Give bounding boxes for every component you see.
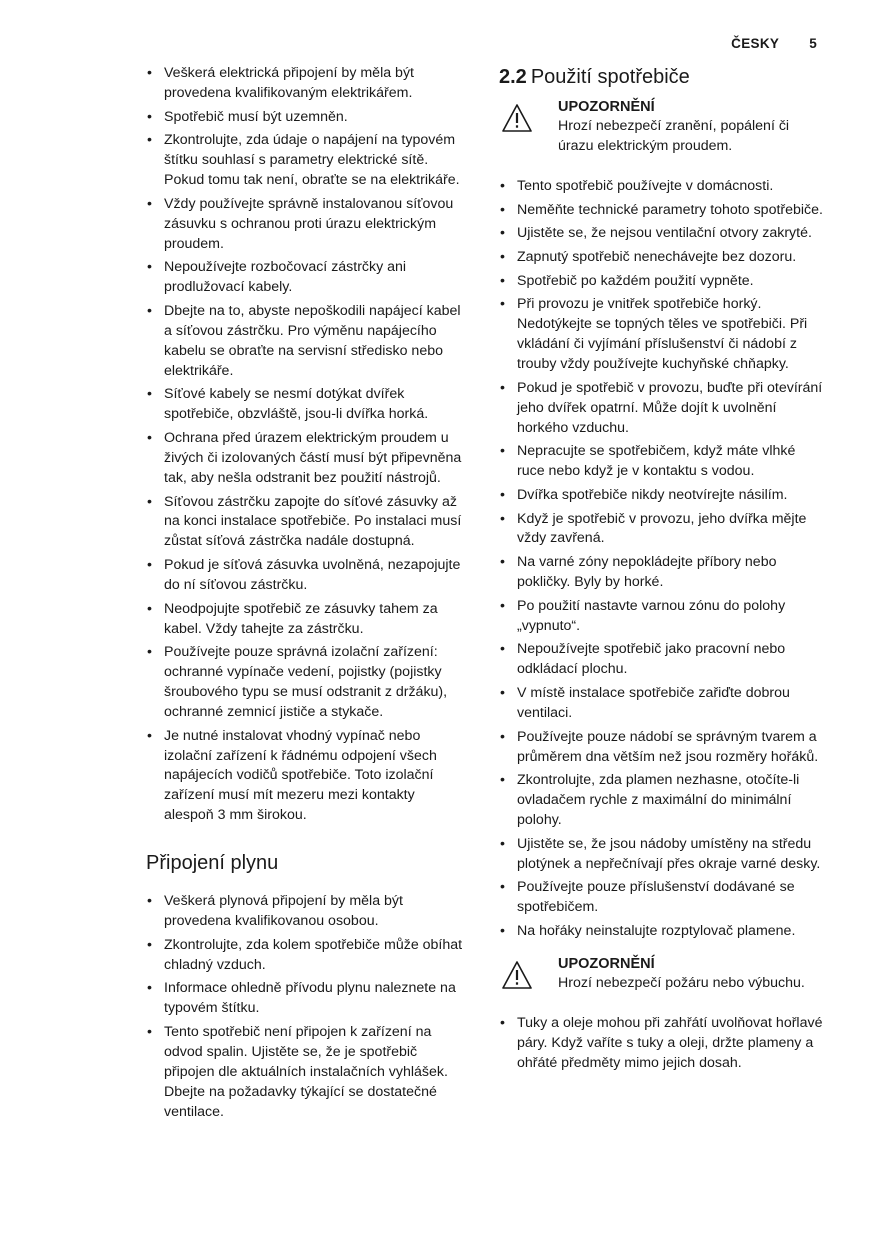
list-item: • Tuky a oleje mohou při zahřátí uvolňovat hořlavé páry. Když vaříte s tuky a oleji, držte plameny a ohřáté předměty mimo jejich dosah. xyxy=(499,1014,823,1074)
fire-safety-list xyxy=(499,1014,823,1074)
list-item: • Veškerá elektrická připojení by měla být provedena kvalifikovaným elektrikářem. xyxy=(146,64,468,104)
list-item: • Veškerá plynová připojení by měla být provedena kvalifikovanou osobou. xyxy=(146,892,468,932)
warning-title: UPOZORNĚNÍ xyxy=(558,955,655,972)
list-item: • Neměňte technické parametry tohoto spotřebiče. xyxy=(499,201,823,221)
warning-box-fire xyxy=(499,954,823,994)
page-header xyxy=(731,36,817,51)
list-item: • Na varné zóny nepokládejte příbory nebo pokličky. Byly by horké. xyxy=(499,553,823,593)
list-item: • Ujistěte se, že jsou nádoby umístěny na středu plotýnek a nepřečnívají přes okraje varné desky. xyxy=(499,835,823,875)
list-item: • Dvířka spotřebiče nikdy neotvírejte násilím. xyxy=(499,486,823,506)
list-item: • Když je spotřebič v provozu, jeho dvířka mějte vždy zavřená. xyxy=(499,510,823,550)
list-item: • Ujistěte se, že nejsou ventilační otvory zakryté. xyxy=(499,224,823,244)
list-item: • Pokud je spotřebič v provozu, buďte při otevírání jeho dvířek opatrní. Může dojít k uvolnění horkého vzduchu. xyxy=(499,379,823,439)
list-item: • Zkontrolujte, zda plamen nezhasne, otočíte-li ovladačem rychle z maximální do minimální polohy. xyxy=(499,771,823,831)
left-column xyxy=(146,64,468,1126)
list-item: • Tento spotřebič používejte v domácnosti. xyxy=(499,177,823,197)
list-item: • V místě instalace spotřebiče zařiďte dobrou ventilaci. xyxy=(499,684,823,724)
list-item: • Používejte pouze nádobí se správným tvarem a průměrem dna větším než jsou rozměry hořáků. xyxy=(499,728,823,768)
list-item: • Při provozu je vnitřek spotřebiče horký. Nedotýkejte se topných těles ve spotřebiči. Při vkládání či vyjímání příslušenství či nádobí z trouby vždy používejte kuchyňské chňapky. xyxy=(499,295,823,375)
list-item: • Síťovou zástrčku zapojte do síťové zásuvky až na konci instalace spotřebiče. Po instalaci musí zůstat síťová zástrčka nadále dostupná. xyxy=(146,493,468,553)
electrical-safety-list xyxy=(146,64,468,826)
list-item: • Nepoužívejte spotřebič jako pracovní nebo odkládací plochu. xyxy=(499,640,823,680)
warning-triangle-icon xyxy=(501,960,533,990)
list-item: • Zkontrolujte, zda kolem spotřebiče může obíhat chladný vzduch. xyxy=(146,936,468,976)
list-item: • Síťové kabely se nesmí dotýkat dvířek spotřebiče, obzvláště, jsou-li dvířka horká. xyxy=(146,385,468,425)
section-heading xyxy=(499,66,823,89)
list-item: • Používejte pouze příslušenství dodávané se spotřebičem. xyxy=(499,878,823,918)
list-item: • Spotřebič musí být uzemněn. xyxy=(146,108,468,128)
list-item: • Neodpojujte spotřebič ze zásuvky tahem za kabel. Vždy tahejte za zástrčku. xyxy=(146,600,468,640)
section-number: 2.2 xyxy=(499,66,527,88)
list-item: • Nepracujte se spotřebičem, když máte vlhké ruce nebo když je v kontaktu s vodou. xyxy=(499,442,823,482)
language-label: ČESKY xyxy=(731,36,780,51)
list-item: • Na hořáky neinstalujte rozptylovač plamene. xyxy=(499,922,823,942)
list-item: • Vždy používejte správně instalovanou síťovou zásuvku s ochranou proti úrazu elektrickým proudem. xyxy=(146,195,468,255)
warning-triangle-icon xyxy=(501,103,533,133)
list-item: • Zkontrolujte, zda údaje o napájení na typovém štítku souhlasí s parametry elektrické sítě. Pokud tomu tak není, obraťte se na elektrikáře. xyxy=(146,131,468,191)
warning-box-injury xyxy=(499,97,823,157)
warning-title: UPOZORNĚNÍ xyxy=(558,99,655,115)
gas-connection-heading: Připojení plynu xyxy=(146,852,279,875)
list-item: • Pokud je síťová zásuvka uvolněná, nezapojujte do ní síťovou zástrčku. xyxy=(146,556,468,596)
list-item: • Informace ohledně přívodu plynu naleznete na typovém štítku. xyxy=(146,979,468,1019)
list-item: • Tento spotřebič není připojen k zařízení na odvod spalin. Ujistěte se, že je spotřebič připojen dle aktuálních instalačních vyhlášek. Dbejte na požadavky týkající se dostatečné ventilace. xyxy=(146,1023,468,1123)
list-item: • Používejte pouze správná izolační zařízení: ochranné vypínače vedení, pojistky (pojistky šroubového typu se musí odstranit z držáku), ochranné zemnicí jističe a stykače. xyxy=(146,643,468,723)
list-item: • Je nutné instalovat vhodný vypínač nebo izolační zařízení k řádnému odpojení všech napájecích vodičů spotřebiče. Toto izolační zařízení musí mít mezeru mezi kontakty alespoň 3 mm širokou. xyxy=(146,727,468,827)
list-item: • Po použití nastavte varnou zónu do polohy „vypnuto“. xyxy=(499,597,823,637)
list-item: • Ochrana před úrazem elektrickým proudem u živých či izolovaných částí musí být připevněna tak, aby nešla odstranit bez použití nástrojů. xyxy=(146,429,468,489)
usage-safety-list xyxy=(499,177,823,942)
page-number: 5 xyxy=(809,36,817,51)
warning-text: Hrozí nebezpečí zranění, popálení či úrazu elektrickým proudem. xyxy=(558,118,790,154)
list-item: • Dbejte na to, abyste nepoškodili napájecí kabel a síťovou zástrčku. Pro výměnu napájecího kabelu se obraťte na servisní středisko nebo elektrikáře. xyxy=(146,302,468,382)
right-column xyxy=(499,66,823,1077)
warning-text: Hrozí nebezpečí požáru nebo výbuchu. xyxy=(558,974,805,991)
list-item: • Spotřebič po každém použití vypněte. xyxy=(499,272,823,292)
section-title: Použití spotřebiče xyxy=(530,66,690,88)
gas-connection-list xyxy=(146,892,468,1122)
list-item: • Zapnutý spotřebič nenechávejte bez dozoru. xyxy=(499,248,823,268)
list-item: • Nepoužívejte rozbočovací zástrčky ani prodlužovací kabely. xyxy=(146,258,468,298)
